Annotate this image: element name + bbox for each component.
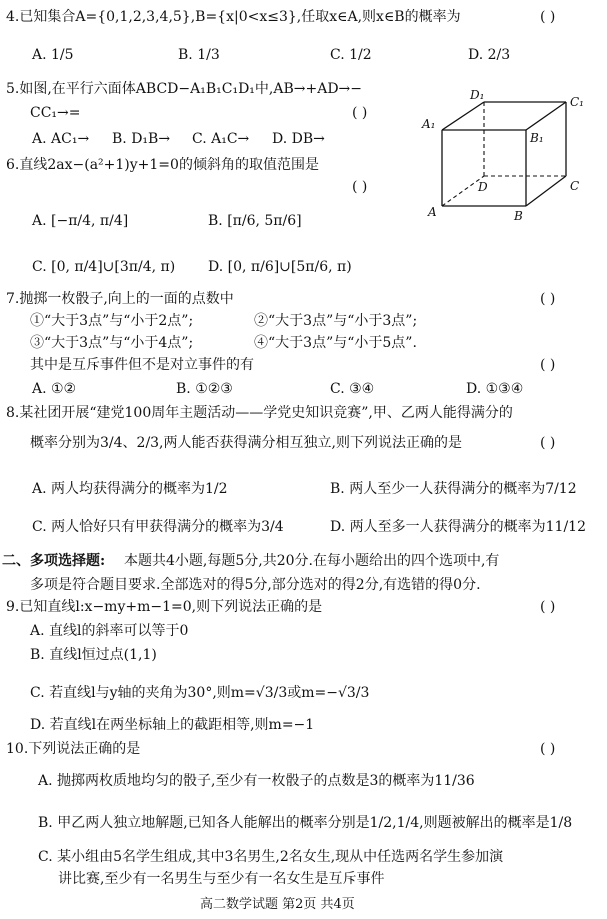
q7-item3: ③“大于3点”与“小于4点”; (30, 335, 194, 351)
q4-option-b: B. 1/3 (178, 47, 220, 63)
label-d: D (478, 180, 488, 194)
q4-option-d: D. 2/3 (468, 47, 511, 63)
q8-option-b: B. 两人至少一人获得满分的概率为7/12 (330, 481, 577, 497)
q10-option-b: B. 甲乙两人独立地解题,已知各人能解出的概率分别是1/2,1/4,则题被解出的概率是1/8 (38, 815, 573, 831)
parallelepiped-figure (418, 86, 598, 226)
label-b1: B₁ (530, 131, 544, 145)
q7-bracket: ( ) (540, 291, 556, 307)
q7-item1: ①“大于3点”与“小于2点”; (30, 313, 194, 329)
label-a: A (428, 205, 437, 219)
q5-option-c: C. A₁C→ (192, 131, 250, 147)
q5-stem-line2: CC₁→= (30, 105, 81, 121)
q8-stem-line2: 概率分别为3/4、2/3,两人能否获得满分相互独立,则下列说法正确的是 (30, 435, 462, 451)
q6-option-d: D. [0, π/6]∪[5π/6, π) (208, 259, 352, 275)
q6-option-a: A. [−π/4, π/4] (32, 213, 129, 229)
q8-option-d: D. 两人至多一人获得满分的概率为11/12 (330, 519, 586, 535)
label-d1: D₁ (470, 88, 485, 102)
page-footer: 高二数学试题 第2页 共4页 (200, 897, 355, 912)
q7-option-d: D. ①③④ (466, 381, 524, 397)
q5-bracket: ( ) (352, 105, 368, 121)
q5-option-a: A. AC₁→ (32, 131, 90, 147)
q7-option-c: C. ③④ (330, 381, 375, 397)
q7-option-b: B. ①②③ (176, 381, 233, 397)
q9-stem: 9.已知直线l:x−my+m−1=0,则下列说法正确的是 (6, 599, 323, 615)
q10-option-c-line1: C. 某小组由5名学生组成,其中3名男生,2名女生,现从中任选两名学生参加演 (38, 849, 504, 865)
q7-bracket2: ( ) (540, 357, 556, 373)
section2-desc-line2: 多项是符合题目要求.全部选对的得5分,部分选对的得2分,有选错的得0分. (30, 577, 481, 593)
q4-option-c: C. 1/2 (330, 47, 372, 63)
q10-stem: 10.下列说法正确的是 (6, 741, 141, 757)
q6-stem: 6.直线2ax−(a²+1)y+1=0的倾斜角的取值范围是 (6, 157, 319, 173)
q9-option-a: A. 直线l的斜率可以等于0 (30, 623, 189, 639)
q4-stem: 4.已知集合A={0,1,2,3,4,5},B={x|0<x≤3},任取x∈A,则x∈B的概率为 (6, 9, 461, 25)
q6-option-c: C. [0, π/4]∪[3π/4, π) (32, 259, 176, 275)
q10-option-a: A. 抛掷两枚质地均匀的骰子,至少有一枚骰子的点数是3的概率为11/36 (38, 773, 475, 789)
q7-option-a: A. ①② (32, 381, 77, 397)
q6-bracket: ( ) (352, 179, 368, 195)
q9-option-d: D. 若直线l在两坐标轴上的截距相等,则m=−1 (30, 717, 315, 733)
q8-bracket: ( ) (540, 435, 556, 451)
q8-option-c: C. 两人恰好只有甲获得满分的概率为3/4 (32, 519, 284, 535)
q7-stem: 7.抛掷一枚骰子,向上的一面的点数中 (6, 291, 234, 307)
q7-item2: ②“大于3点”与“小于3点”; (254, 313, 418, 329)
q5-stem-line1: 5.如图,在平行六面体ABCD−A₁B₁C₁D₁中,AB→+AD→− (6, 81, 363, 97)
q9-option-b: B. 直线l恒过点(1,1) (30, 647, 157, 663)
q9-option-c: C. 若直线l与y轴的夹角为30°,则m=√3/3或m=−√3/3 (30, 685, 370, 701)
section2-desc-line1: 本题共4小题,每题5分,共20分.在每小题给出的四个选项中,有 (124, 553, 500, 569)
q10-bracket: ( ) (540, 741, 556, 757)
label-c: C (570, 179, 580, 193)
q10-option-c-line2: 讲比赛,至少有一名男生与至少有一名女生是互斥事件 (58, 871, 385, 887)
q7-question: 其中是互斥事件但不是对立事件的有 (30, 357, 254, 373)
q5-option-b: B. D₁B→ (112, 131, 171, 147)
q9-bracket: ( ) (540, 599, 556, 615)
q5-option-d: D. DB→ (272, 131, 325, 147)
q4-bracket: ( ) (540, 9, 556, 25)
label-b: B (514, 209, 523, 223)
q8-stem-line1: 8.某社团开展“建党100周年主题活动——学党史知识竞赛”,甲、乙两人能得满分的 (6, 405, 513, 421)
q4-option-a: A. 1/5 (32, 47, 74, 63)
q6-option-b: B. [π/6, 5π/6] (208, 213, 302, 229)
q8-option-a: A. 两人均获得满分的概率为1/2 (32, 481, 228, 497)
label-a1: A₁ (422, 117, 436, 131)
label-c1: C₁ (570, 95, 584, 109)
section2-title: 二、多项选择题: (2, 553, 106, 569)
q7-item4: ④“大于3点”与“小于5点”. (254, 335, 417, 351)
